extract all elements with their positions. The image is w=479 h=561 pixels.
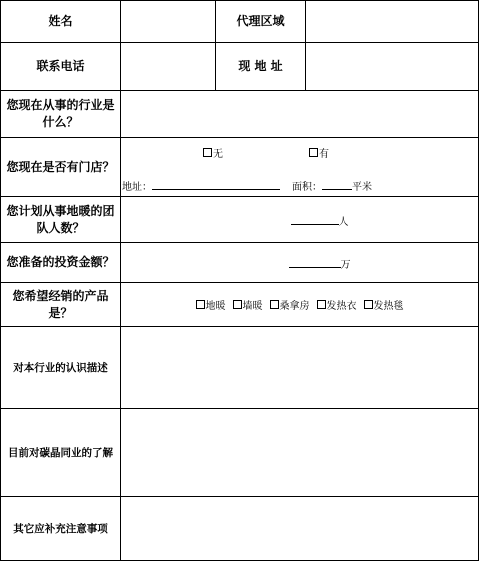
team-answer-area [121, 197, 478, 242]
products-options [121, 283, 478, 326]
investment-question: 您准备的投资金额？ [6, 255, 115, 269]
store-question: 您现在是否有门店？ [6, 159, 115, 174]
checkbox-icon [309, 148, 318, 157]
name-label: 姓名 [48, 14, 73, 28]
industry-question: 您现在从事的行业是什么？ [6, 98, 115, 129]
phone-field[interactable] [121, 43, 215, 90]
product-option-label: 桑拿房 [279, 301, 310, 312]
product-option-label: 地暖 [205, 301, 226, 312]
other-notes-field[interactable] [121, 497, 478, 560]
product-option-heated-blanket[interactable] [364, 297, 404, 312]
store-option-yes[interactable] [309, 145, 329, 160]
products-question: 您希望经销的产品是？ [12, 288, 109, 320]
store-address-line [122, 177, 280, 193]
store-address-label: 地址： [122, 182, 152, 193]
product-option-label: 墙暖 [242, 301, 263, 312]
investment-unit: 万 [340, 259, 351, 271]
checkbox-icon [196, 300, 205, 309]
product-option-heated-clothing[interactable] [317, 297, 357, 312]
product-option-label: 发热毯 [373, 301, 404, 312]
region-label: 代理区域 [236, 14, 285, 28]
investment-answer-area [121, 243, 478, 282]
address-label: 现 地 址 [238, 59, 283, 73]
team-unit: 人 [338, 216, 349, 228]
phone-label: 联系电话 [36, 59, 85, 73]
product-option-label: 发热衣 [326, 301, 357, 312]
industry-understanding-field[interactable] [121, 327, 478, 408]
store-address-input[interactable] [152, 177, 280, 190]
product-option-wall-heating[interactable] [233, 297, 263, 312]
store-area-line [292, 177, 372, 193]
store-option-yes-label: 有 [319, 149, 329, 160]
store-area-label: 面积： [292, 182, 322, 193]
store-option-no-label: 无 [213, 149, 223, 160]
region-field[interactable] [306, 1, 478, 42]
other-notes-label: 其它应补充注意事项 [13, 522, 108, 535]
checkbox-icon [203, 148, 212, 157]
peer-understanding-label: 目前对碳晶同业的了解 [8, 446, 113, 459]
industry-field[interactable] [121, 91, 478, 137]
store-answer-area [121, 138, 478, 196]
team-question: 您计划从事地暖的团队人数？ [6, 203, 115, 235]
store-option-no[interactable] [203, 145, 223, 160]
store-area-unit: 平米 [352, 182, 372, 193]
product-option-sauna[interactable] [270, 297, 310, 312]
store-area-input[interactable] [322, 177, 352, 190]
checkbox-icon [270, 300, 279, 309]
address-field[interactable] [306, 43, 478, 90]
peer-understanding-field[interactable] [121, 409, 478, 496]
checkbox-icon [364, 300, 373, 309]
name-field[interactable] [121, 1, 215, 42]
checkbox-icon [233, 300, 242, 309]
product-option-floor-heating[interactable] [196, 297, 226, 312]
investment-amount-input[interactable] [289, 255, 341, 268]
team-size-input[interactable] [291, 212, 339, 225]
industry-understanding-label: 对本行业的认识描述 [13, 361, 108, 374]
checkbox-icon [317, 300, 326, 309]
